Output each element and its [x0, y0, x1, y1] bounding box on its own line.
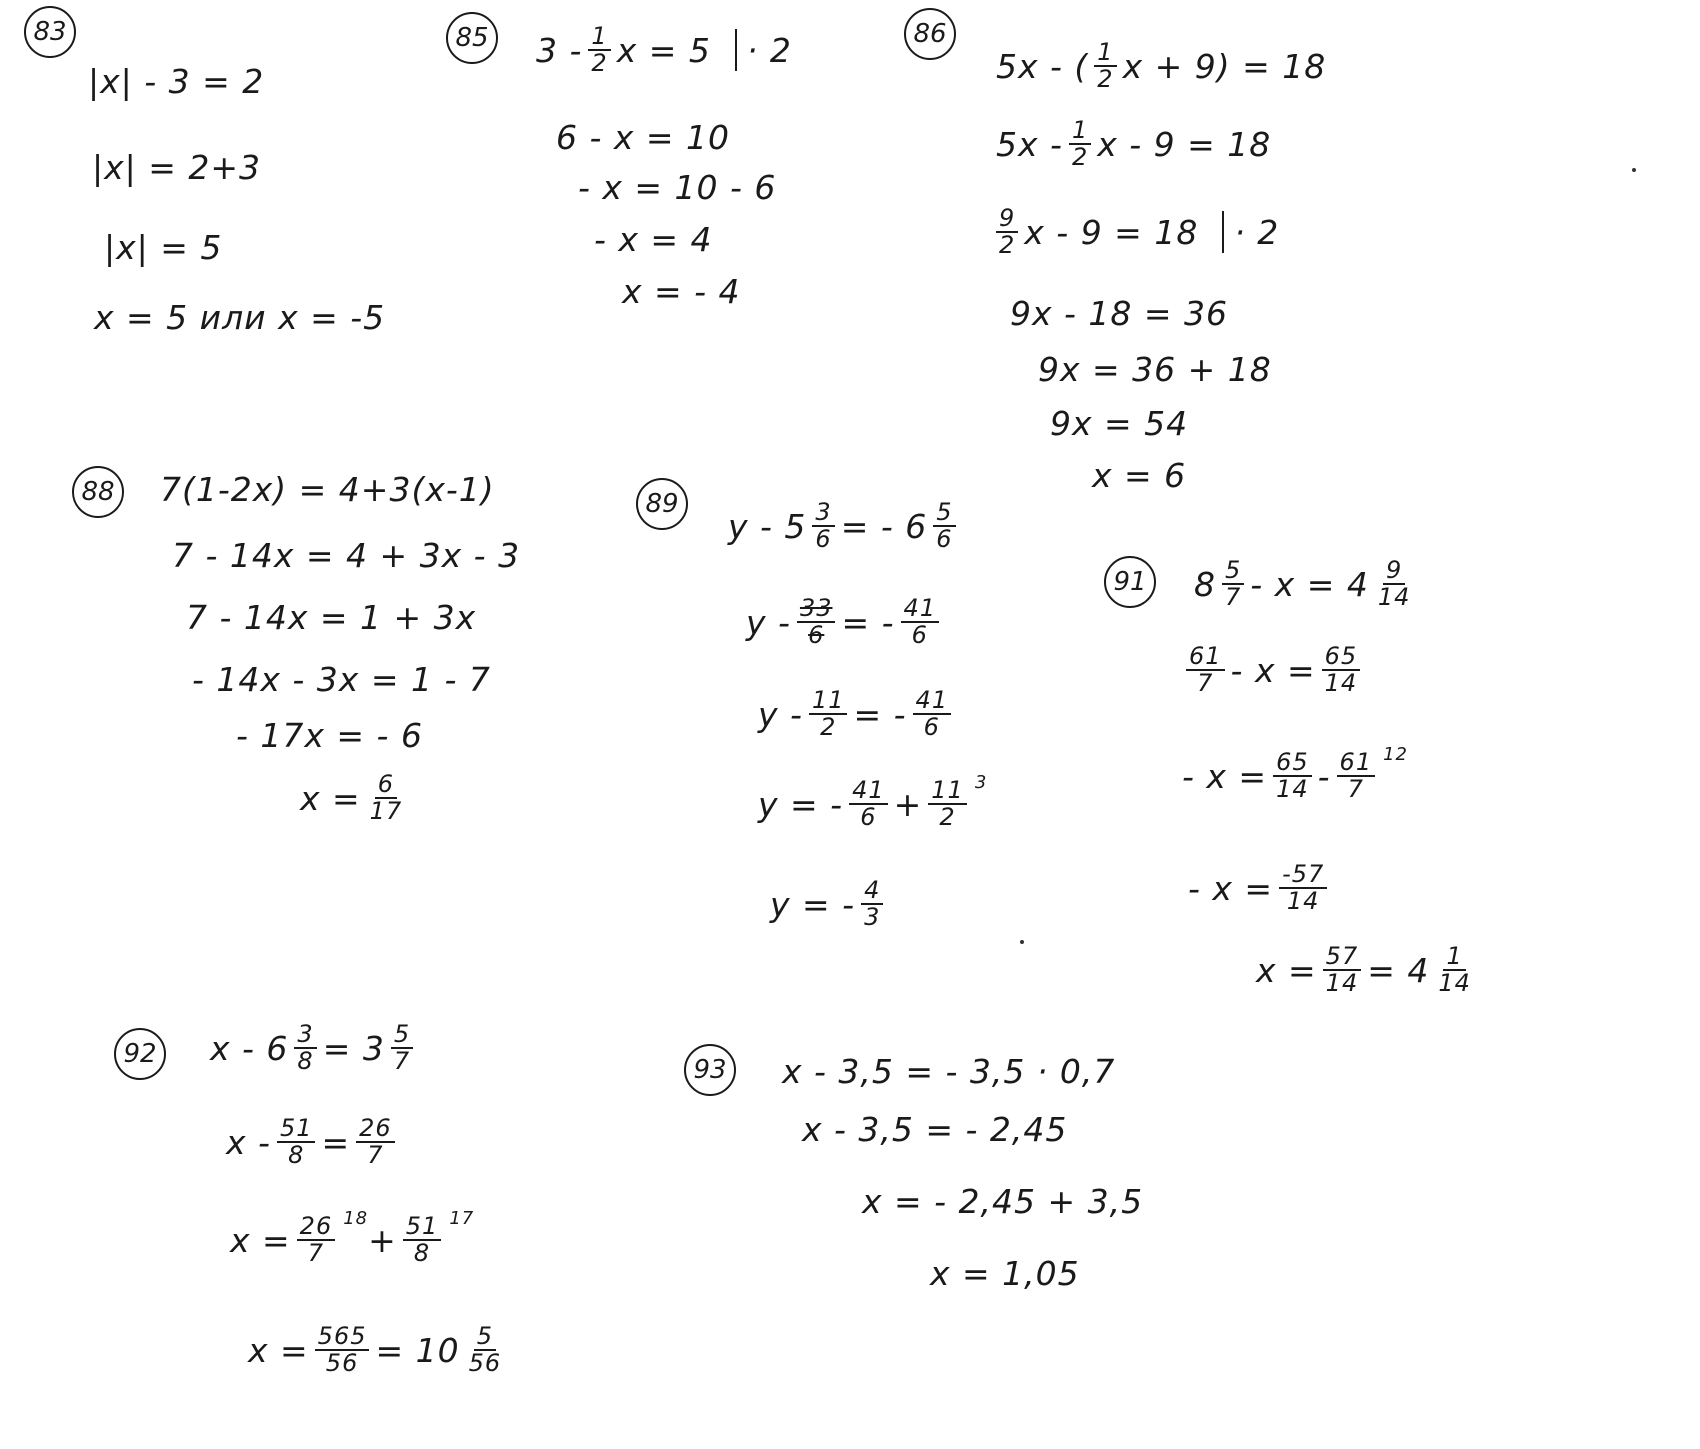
- equation-line: - x = $\frac{65}{14}$ - $\frac{61}{7}$ 12: [1182, 743, 1408, 804]
- fraction: $\frac{3}{8}$: [294, 1022, 316, 1074]
- equation-line: y - 5 $\frac{3}{6}$ = - 6 $\frac{5}{6}$: [728, 500, 962, 552]
- fraction: $\frac{11}{2}$: [809, 688, 848, 740]
- fraction: $\frac{26}{7}$: [297, 1214, 336, 1266]
- stray-mark: [1632, 168, 1636, 172]
- equation-line: 6 - x = 10: [556, 118, 731, 157]
- equation-line: 7 - 14x = 1 + 3x: [186, 598, 477, 637]
- equation-line: - x = $\frac{-57}{14}$: [1188, 862, 1333, 914]
- fraction: $\frac{5}{56}$: [468, 1322, 502, 1378]
- equation-line: x = 1,05: [930, 1254, 1080, 1293]
- stray-mark: [1020, 940, 1024, 944]
- equation-line: x - 3,5 = - 3,5 · 0,7: [782, 1052, 1116, 1091]
- fraction: $\frac{3}{6}$: [812, 500, 834, 552]
- fraction: $\frac{6}{17}$: [369, 770, 403, 826]
- fraction: $\frac{51}{8}$: [403, 1214, 442, 1266]
- fraction: $\frac{1}{2}$: [1069, 118, 1091, 170]
- fraction: $\frac{5}{7}$: [391, 1022, 413, 1074]
- multiplier-bar: [1222, 211, 1224, 253]
- equation-line: x = $\frac{565}{56}$ = 10 $\frac{5}{56}$: [248, 1324, 510, 1376]
- fraction: $\frac{9}{14}$: [1377, 556, 1411, 612]
- equation-line: y - $\frac{11}{2}$ = - $\frac{41}{6}$: [758, 688, 957, 740]
- equation-line: x = 5 или x = -5: [94, 298, 386, 337]
- problem-number: 85: [446, 12, 498, 64]
- fraction: $\frac{1}{2}$: [1094, 40, 1116, 92]
- fraction: $\frac{41}{6}$: [901, 596, 940, 648]
- fraction: $\frac{41}{6}$: [849, 778, 888, 830]
- equation-line: x = $\frac{6}{17}$: [300, 772, 411, 824]
- equation-line: x - $\frac{51}{8}$ = $\frac{26}{7}$: [226, 1116, 401, 1168]
- equation-line: 5x - $\frac{1}{2}$ x - 9 = 18: [996, 116, 1272, 172]
- equation-line: x = $\frac{57}{14}$ = 4 $\frac{1}{14}$: [1256, 944, 1480, 996]
- equation-line: 7(1-2x) = 4+3(x-1): [160, 470, 495, 509]
- common-denominator-note: 18: [343, 1207, 369, 1229]
- equation-line: x = - 4: [622, 272, 741, 311]
- problem-number: 93: [684, 1044, 736, 1096]
- equation-line: - x = 4: [594, 220, 713, 259]
- problem-number: 92: [114, 1028, 166, 1080]
- equation-line: - 17x = - 6: [236, 716, 423, 755]
- problem-number: 89: [636, 478, 688, 530]
- common-denominator-note: 3: [974, 771, 988, 793]
- equation-line: 8 $\frac{5}{7}$ - x = 4 $\frac{9}{14}$: [1194, 558, 1419, 610]
- fraction: $\frac{57}{14}$: [1323, 944, 1362, 996]
- fraction: $\frac{61}{7}$: [1337, 750, 1376, 802]
- equation-line: x = 6: [1092, 456, 1187, 495]
- equation-line: y = - $\frac{41}{6}$ + $\frac{11}{2}$ 3: [758, 771, 988, 832]
- fraction: $\frac{9}{2}$: [996, 206, 1018, 258]
- fraction: $\frac{26}{7}$: [356, 1116, 395, 1168]
- problem-number: 91: [1104, 556, 1156, 608]
- equation-line: y = - $\frac{4}{3}$: [770, 878, 889, 930]
- equation-line: x - 3,5 = - 2,45: [802, 1110, 1068, 1149]
- equation-line: - x = 10 - 6: [578, 168, 777, 207]
- fraction: $\frac{565}{56}$: [315, 1324, 370, 1376]
- equation-line: x = - 2,45 + 3,5: [862, 1182, 1144, 1221]
- equation-line: |x| - 3 = 2: [88, 62, 265, 101]
- fraction: $\frac{61}{7}$: [1186, 644, 1225, 696]
- fraction: $\frac{51}{8}$: [277, 1116, 316, 1168]
- problem-number: 88: [72, 466, 124, 518]
- equation-line: $\frac{9}{2}$ x - 9 = 18 · 2: [990, 206, 1279, 258]
- equation-line: |x| = 5: [104, 228, 223, 267]
- fraction: $\frac{1}{2}$: [588, 24, 610, 76]
- equation-line: 3 - $\frac{1}{2}$ x = 5 · 2: [536, 22, 792, 78]
- problem-number: 83: [24, 6, 76, 58]
- equation-line: x - 6 $\frac{3}{8}$ = 3 $\frac{5}{7}$: [210, 1022, 419, 1074]
- fraction: $\frac{33}{6}$: [797, 596, 836, 648]
- fraction: $\frac{4}{3}$: [861, 878, 883, 930]
- equation-line: 5x - ( $\frac{1}{2}$ x + 9) = 18: [996, 38, 1327, 94]
- equation-line: x = $\frac{26}{7}$ 18 + $\frac{51}{8}$ 17: [230, 1207, 475, 1268]
- problem-number: 86: [904, 8, 956, 60]
- equation-line: - 14x - 3x = 1 - 7: [192, 660, 491, 699]
- common-denominator-note: 17: [449, 1207, 475, 1229]
- equation-line: 9x = 54: [1050, 404, 1189, 443]
- equation-line: y - $\frac{33}{6}$ = - $\frac{41}{6}$: [746, 596, 945, 648]
- equation-line: $\frac{61}{7}$ - x = $\frac{65}{14}$: [1180, 644, 1366, 696]
- fraction: $\frac{-57}{14}$: [1279, 862, 1327, 914]
- equation-line: 7 - 14x = 4 + 3x - 3: [172, 536, 521, 575]
- multiplier-bar: [735, 29, 737, 71]
- equation-line: |x| = 2+3: [92, 148, 262, 187]
- fraction: $\frac{65}{14}$: [1322, 644, 1361, 696]
- common-denominator-note: 12: [1383, 743, 1408, 765]
- equation-line: 9x - 18 = 36: [1010, 294, 1229, 333]
- fraction: $\frac{11}{2}$: [928, 778, 967, 830]
- fraction: $\frac{5}{7}$: [1222, 558, 1244, 610]
- fraction: $\frac{65}{14}$: [1273, 750, 1312, 802]
- fraction: $\frac{5}{6}$: [933, 500, 955, 552]
- fraction: $\frac{1}{14}$: [1438, 942, 1471, 998]
- fraction: $\frac{41}{6}$: [913, 688, 952, 740]
- equation-line: 9x = 36 + 18: [1038, 350, 1272, 389]
